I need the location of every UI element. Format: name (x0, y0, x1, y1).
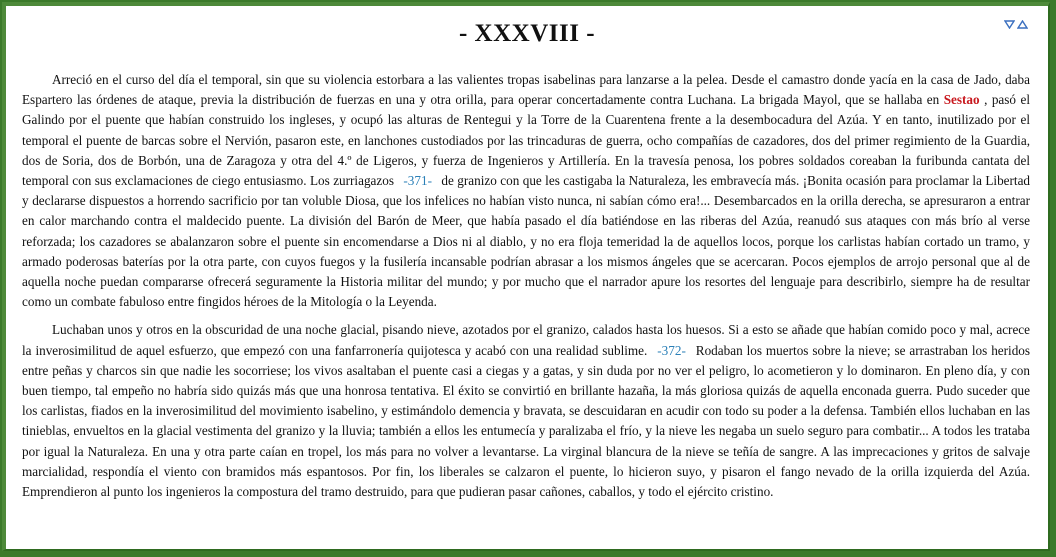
paragraph-text: Arreció en el curso del día el temporal, sin que su violencia estorbara a las valientes tropas isabelinas para lanzarse a la pelea. Desde el camastro donde yacía en la casa de Jado, daba Espartero las órdenes de ataque, previa la distribución de fuerzas en una y otra orilla, para operar concertadamente contra Luchana. La brigada Mayol, que se hallaba en (22, 72, 1030, 108)
chapter-body (22, 70, 1030, 510)
paragraph-text: de granizo con que les castigaba la Naturaleza, les embravecía más. ¡Bonita ocasión para proclamar la Libertad y declararse dispuestos a horrendo sacrificio por tan voluble Diosa, que los infelices no habían visto nunca, ni sabían cómo era!... Desembarcados en la orilla derecha, se apresuraron a entrar en calor marchando contra el maldecido puente. La división del Barón de Meer, que había pasado el día batiéndose en las riberas del Azúa, reanudó sus ataques con más brío al verse reforzada; los cazadores se abalanzaron sobre el puente sin encomendarse a Dios ni al diablo, y no era floja temeridad la de aquellos locos, porque los carlistas habían cortado un tramo, y armado poderosas baterías por la otra parte, con cuyos fuegos y la fusilería incansable podrían abrasar a los mismos ángeles que se acercaran. Pocos ejemplos de arrojo personal que al de aquella noche puedan compararse ofrecerá seguramente la Historia militar del mundo; y por mucho que el narrador apure los resortes del lenguaje para describirlo, siempre ha de resultar como un combate fabuloso entre fingidos héroes de la Mitología o la Leyenda. (22, 173, 1031, 310)
place-link[interactable]: Sestao (943, 92, 980, 108)
chapter-title: - XXXVIII - (458, 20, 596, 47)
page-marker: -372- (657, 342, 686, 358)
paragraph-text: Rodaban los muertos sobre la nieve; se arrastraban los heridos entre peñas y charcos sin que nadie les socorriese; los vivos asaltaban el puente casi a ciegas y a gatas, y sin duda por no ver el peligro, lo acometieron y lo dominaron. En pleno día, y con buen tiempo, tal empeño no habría sido quizás más que una honrosa tentativa. El éxito se convirtió en brillante hazaña, la más gloriosa quizás de aquella enconada guerra. Pudo suceder que los carlistas, fiados en la inverosimilitud del movimiento isabelino, y estimándolo demencia y bravata, se descuidaran en acudir con todo su poder a la defensa. También ellos luchaban en las tinieblas, envueltos en la glacial vestimenta del granizo y la lluvia; también a ellos les entumecía y paralizaba el frío, y la nieve les negaba un suelo seguro para combatir... A todos les trataba por igual la Naturaleza. En una y otra parte caían en tropel, los más para no volver a levantarse. La virginal blancura de la nieve se teñía de sangre. A las imprecaciones y gritos de salvaje marcialidad, respondía el viento con bramidos más espantosos. Por fin, los liberales se calzaron el puente, lo hicieron suyo, y pisaron el fango nevado de la orilla izquierda del Azúa. Emprendieron al punto los ingenieros la compostura del tramo destruido, para que pudieran pasar cañones, caballos, y todo el ejército cristino. (22, 342, 1031, 500)
paragraph-text: Luchaban unos y otros en la obscuridad de una noche glacial, pisando nieve, azotados por el granizo, calados hasta los huesos. Si a esto se añade que habían comido poco y mal, acrece la inverosimilitud de aquel esfuerzo, que empezó con una fanfarronería quijotesca y acabó con una realidad sublime. (22, 322, 1030, 358)
document-frame (2, 2, 1050, 551)
paragraph-text: , pasó el Galindo por el puente que habían construido los ingleses, y ocupó las alturas de Rentegui y la Torre de la Cuarentena frente a la desembocadura del Azúa. Y en tanto, inutilizado por el temporal el puente de barcas sobre el Nervión, pasaron este, en lanchones custodiados por las trincaduras de guerra, ocho compañías de cazadores, dos del primer regimiento de la Guardia, dos de Soria, dos de Borbón, una de Zaragoza y otra del 4.º de Ligeros, y fuerza de Ingenieros y Artillería. En la travesía penosa, los pobres soldados coreaban la furibunda cantata del temporal con sus exclamaciones de ciego entusiasmo. Los zurriagazos (22, 92, 1030, 189)
paragraph (22, 320, 1030, 502)
page-marker: -371- (403, 173, 432, 189)
paragraph (22, 70, 1030, 312)
